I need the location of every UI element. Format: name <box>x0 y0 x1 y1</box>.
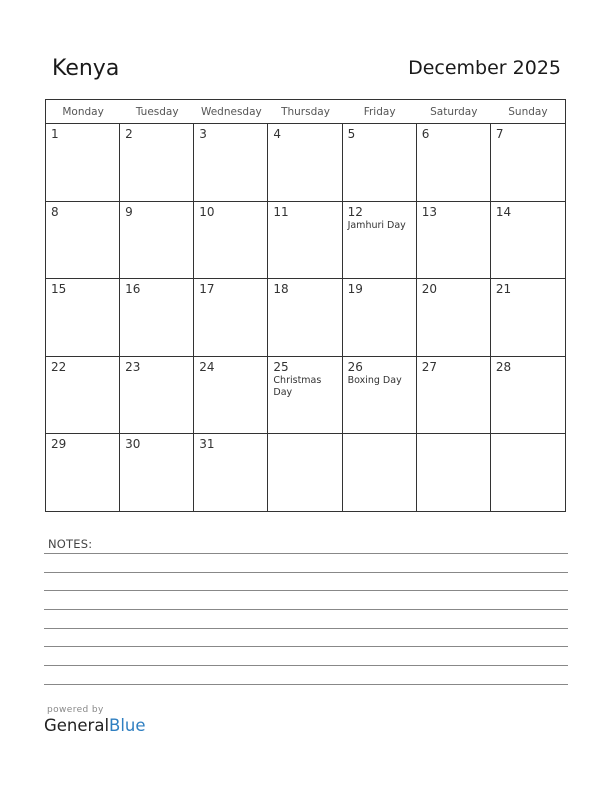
day-number: 18 <box>273 282 289 297</box>
day-cell <box>120 434 194 512</box>
day-cell <box>417 434 491 512</box>
day-number: 24 <box>199 359 215 374</box>
weekday-wednesday: Wednesday <box>200 106 262 118</box>
day-cell <box>268 434 342 512</box>
day-cell <box>343 279 417 357</box>
day-cell <box>120 279 194 357</box>
day-cell <box>194 124 268 202</box>
day-cell <box>194 202 268 280</box>
day-cell <box>194 357 268 435</box>
weekday-friday: Friday <box>363 106 396 118</box>
day-cell <box>46 202 120 280</box>
day-number: 2 <box>125 127 133 141</box>
day-cell <box>491 357 565 435</box>
day-cell <box>417 279 491 357</box>
weekday-monday: Monday <box>62 106 104 118</box>
powered-by-text: powered by <box>47 705 104 715</box>
day-number: 1 <box>51 127 59 141</box>
day-number: 14 <box>495 204 512 219</box>
day-number: 4 <box>273 127 282 141</box>
day-number: 22 <box>51 359 67 374</box>
day-cell <box>417 202 491 280</box>
brand-blue-text: Blue <box>109 716 146 735</box>
day-number: 23 <box>125 359 141 374</box>
day-number: 9 <box>125 204 133 219</box>
holiday-label: Christmas Day <box>273 374 322 398</box>
day-cell <box>46 357 120 435</box>
day-number: 12 <box>347 204 363 219</box>
weekday-thursday: Thursday <box>281 106 330 118</box>
day-cell <box>120 124 194 202</box>
holiday-label: Boxing Day <box>347 374 402 386</box>
day-number: 6 <box>421 127 430 141</box>
day-number: 10 <box>199 204 215 219</box>
note-line <box>44 590 568 591</box>
day-number: 8 <box>51 204 59 219</box>
note-line <box>44 665 568 666</box>
day-cell <box>343 357 417 435</box>
day-cell <box>417 124 491 202</box>
brand-general-text: General <box>44 716 110 735</box>
day-cell <box>491 124 565 202</box>
day-cell <box>120 202 194 280</box>
day-cell <box>194 279 268 357</box>
day-number: 21 <box>495 282 512 297</box>
weekday-header-row <box>46 100 565 124</box>
day-cell <box>491 279 565 357</box>
note-line <box>44 553 568 554</box>
day-cell <box>268 202 342 280</box>
note-line <box>44 646 568 647</box>
day-cell <box>268 279 342 357</box>
note-line <box>44 572 568 573</box>
day-cell <box>491 202 565 280</box>
day-cell <box>120 357 194 435</box>
weekday-saturday: Saturday <box>430 106 478 118</box>
weekday-sunday: Sunday <box>508 106 548 118</box>
day-number: 28 <box>495 359 512 374</box>
day-cell <box>268 124 342 202</box>
day-number: 25 <box>273 359 289 374</box>
calendar-weeks <box>46 124 565 512</box>
generalblue-logo[interactable] <box>44 716 146 735</box>
day-number: 31 <box>199 437 215 452</box>
note-line <box>44 628 568 629</box>
day-number: 7 <box>495 127 504 141</box>
holiday-label: Jamhuri Day <box>347 219 406 231</box>
day-number: 13 <box>421 204 437 219</box>
weekday-tuesday: Tuesday <box>135 106 179 118</box>
day-number: 16 <box>125 282 141 297</box>
day-cell <box>417 357 491 435</box>
country-title: Kenya <box>52 56 120 81</box>
day-number: 5 <box>347 127 356 141</box>
calendar-grid <box>45 99 566 512</box>
day-cell <box>46 434 120 512</box>
day-number: 15 <box>51 282 67 297</box>
day-cell <box>343 202 417 280</box>
day-number: 27 <box>421 359 437 374</box>
day-cell <box>343 124 417 202</box>
day-number: 20 <box>421 282 437 297</box>
day-cell <box>343 434 417 512</box>
day-number: 19 <box>347 282 363 297</box>
day-cell <box>46 124 120 202</box>
day-cell <box>46 279 120 357</box>
notes-label: NOTES: <box>48 537 93 551</box>
day-cell <box>268 357 342 435</box>
month-year-title: December 2025 <box>408 57 561 79</box>
day-number: 29 <box>51 437 67 452</box>
day-number: 26 <box>347 359 363 374</box>
day-number: 17 <box>199 282 215 297</box>
note-line <box>44 684 568 685</box>
note-line <box>44 609 568 610</box>
day-cell <box>491 434 565 512</box>
day-cell <box>194 434 268 512</box>
day-number: 3 <box>199 127 207 141</box>
day-number: 11 <box>273 204 289 219</box>
day-number: 30 <box>125 437 141 452</box>
